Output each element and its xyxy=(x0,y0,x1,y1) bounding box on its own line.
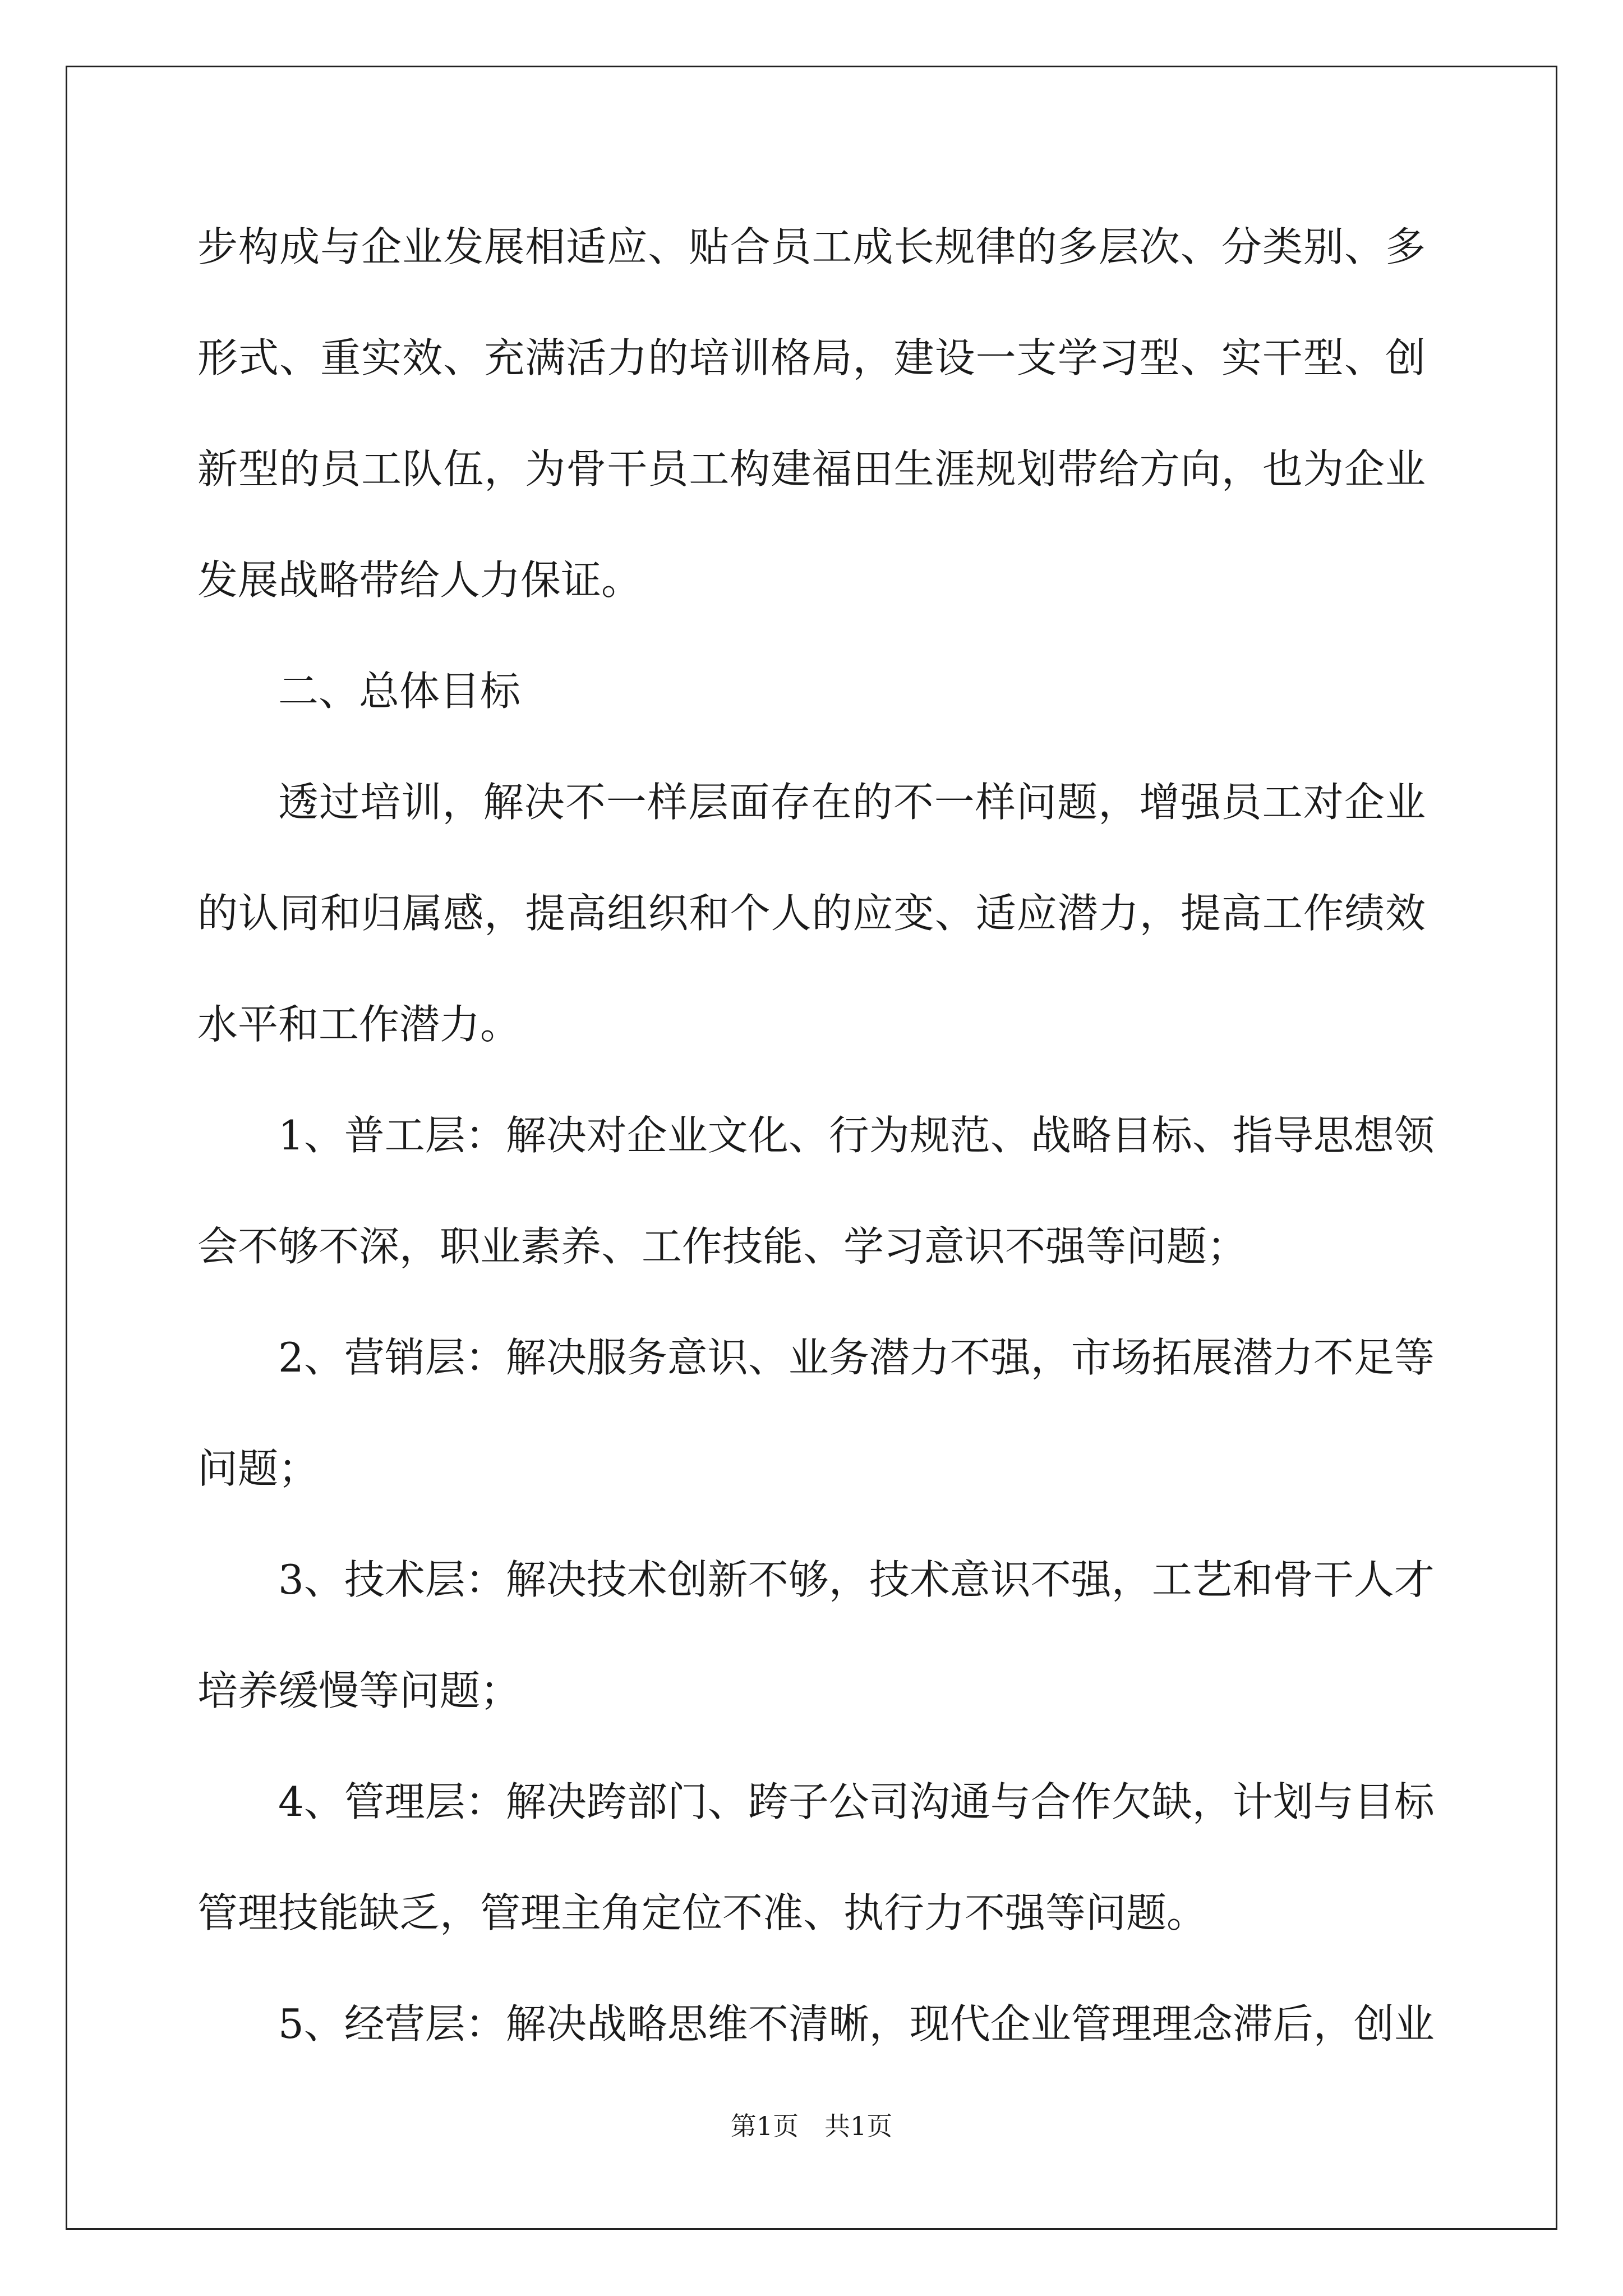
body-line: 新型的员工队伍，为骨干员工构建福田生涯规划带给方向，也为企业 xyxy=(197,445,1426,493)
body-line: 管理技能缺乏，管理主角定位不准、执行力不强等问题。 xyxy=(197,1889,1207,1936)
list-item-4: 4、管理层：解决跨部门、跨子公司沟通与合作欠缺，计划与目标 xyxy=(278,1778,1435,1825)
list-item-2: 2、营销层：解决服务意识、业务潜力不强，市场拓展潜力不足等 xyxy=(278,1334,1435,1381)
list-item-5: 5、经营层：解决战略思维不清晰，现代企业管理理念滞后，创业 xyxy=(278,2000,1435,2047)
paragraph-first-line: 透过培训，解决不一样层面存在的不一样问题，增强员工对企业 xyxy=(278,779,1426,826)
body-line: 形式、重实效、充满活力的培训格局，建设一支学习型、实干型、创 xyxy=(197,334,1426,381)
body-line: 步构成与企业发展相适应、贴合员工成长规律的多层次、分类别、多 xyxy=(197,223,1426,270)
body-line: 问题； xyxy=(197,1445,319,1492)
body-line: 培养缓慢等问题； xyxy=(197,1667,521,1714)
body-line: 会不够不深，职业素养、工作技能、学习意识不强等问题； xyxy=(197,1223,1248,1270)
list-item-3: 3、技术层：解决技术创新不够，技术意识不强，工艺和骨干人才 xyxy=(278,1556,1435,1603)
list-item-1: 1、普工层：解决对企业文化、行为规范、战略目标、指导思想领 xyxy=(278,1112,1435,1159)
body-line: 的认同和归属感，提高组织和个人的应变、适应潜力，提高工作绩效 xyxy=(197,890,1426,937)
section-heading: 二、总体目标 xyxy=(278,668,521,715)
page-number: 第1页 共1页 xyxy=(730,2111,893,2141)
body-line: 水平和工作潜力。 xyxy=(197,1001,521,1048)
body-line: 发展战略带给人力保证。 xyxy=(197,556,642,604)
